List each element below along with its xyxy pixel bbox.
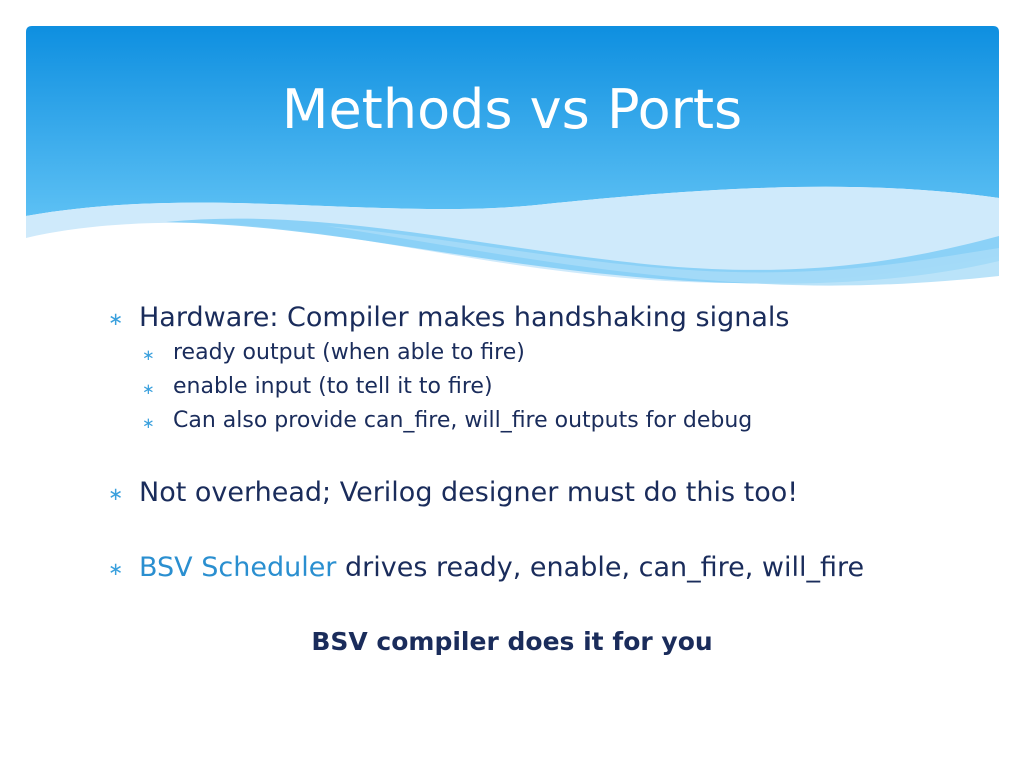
bullet-scheduler xyxy=(139,552,864,583)
bsv-scheduler-highlight: BSV Scheduler xyxy=(139,552,337,583)
bullet-scheduler-text: drives ready, enable, can_fire, will_fire xyxy=(336,552,865,583)
slide-title: Methods vs Ports xyxy=(281,78,743,141)
sub-bullet-debug: Can also provide can_fire, will_fire outputs for debug xyxy=(173,408,753,433)
bullet-icon: ∗ xyxy=(108,309,124,330)
sub-bullet-icon: ∗ xyxy=(142,414,155,432)
bullet-hardware: Hardware: Compiler makes handshaking signals xyxy=(139,302,790,333)
sub-bullet-enable: enable input (to tell it to fire) xyxy=(173,374,493,399)
bullet-icon: ∗ xyxy=(108,559,124,580)
bullet-icon: ∗ xyxy=(108,484,124,505)
bullet-overhead: Not overhead; Verilog designer must do this too! xyxy=(139,477,799,508)
sub-bullet-icon: ∗ xyxy=(142,346,155,364)
sub-bullet-ready: ready output (when able to fire) xyxy=(173,340,525,365)
emphasis-line: BSV compiler does it for you xyxy=(311,627,713,656)
sub-bullet-icon: ∗ xyxy=(142,380,155,398)
